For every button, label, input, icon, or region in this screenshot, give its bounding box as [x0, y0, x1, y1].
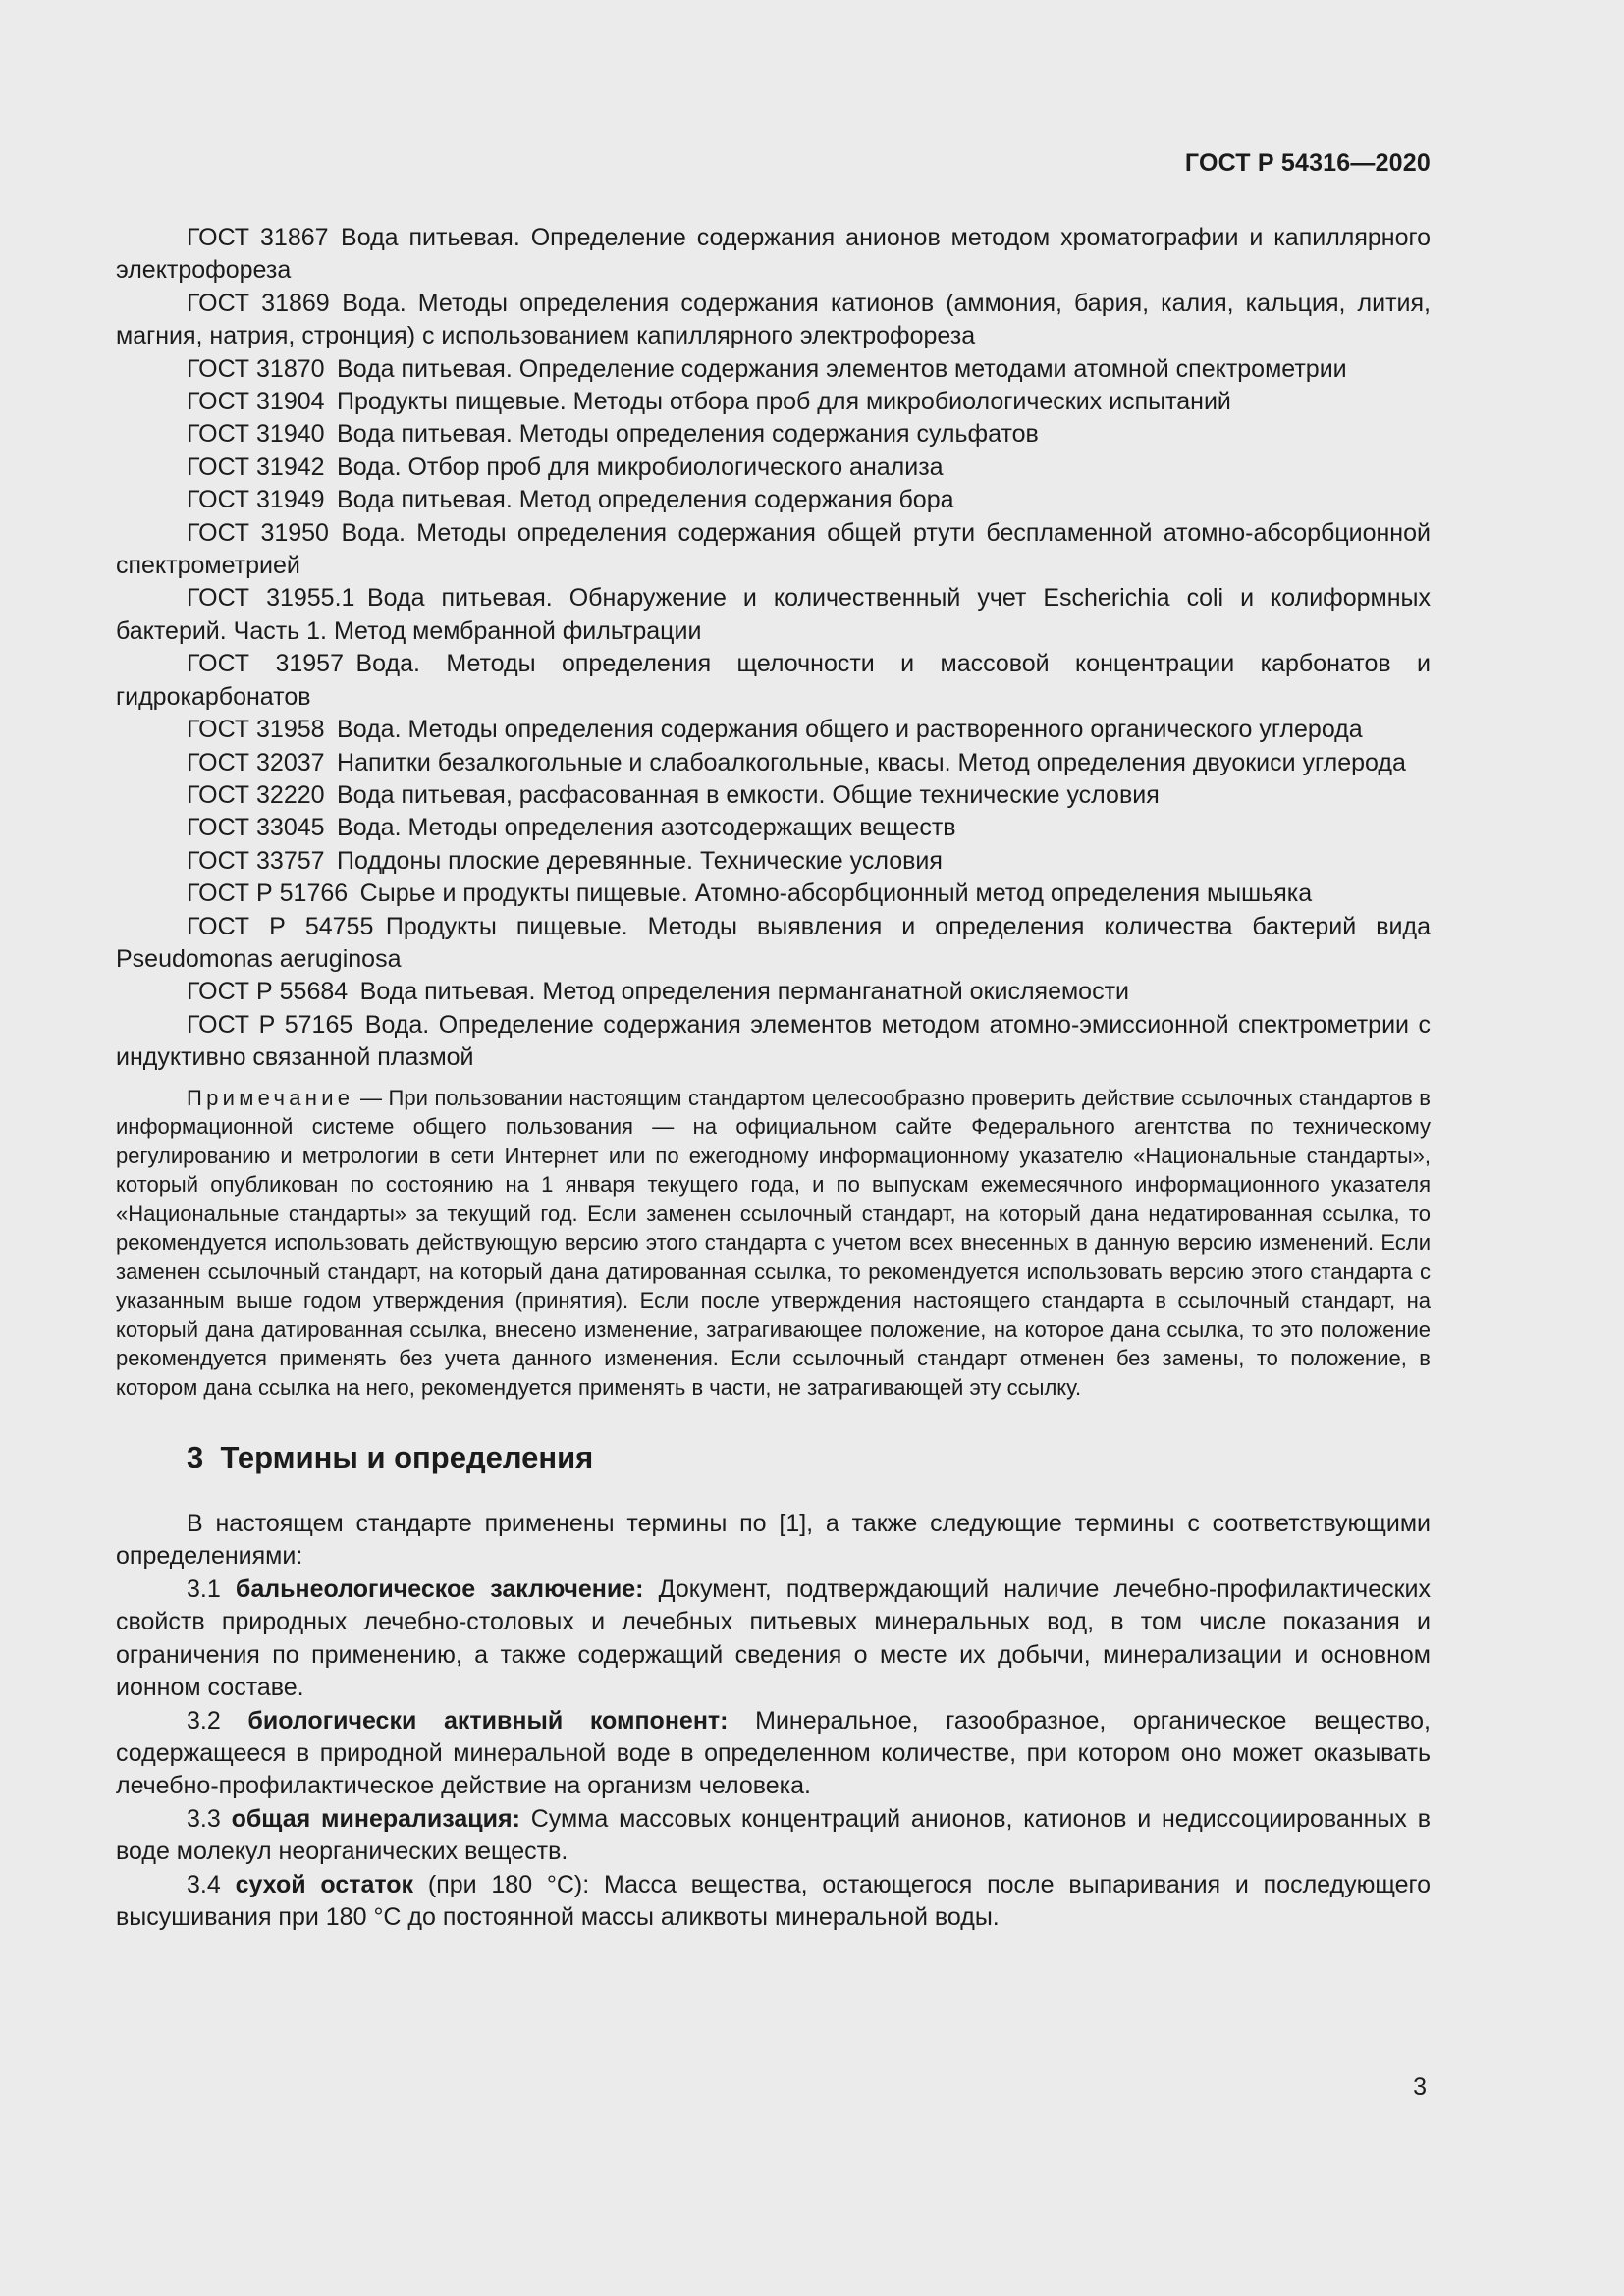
term-name: общая минерализация: — [231, 1804, 520, 1833]
term-text: Масса вещества, остающегося после выпаривания и последующего высушивания при 180 °С до постоянной массы аликвоты минеральной воды. — [116, 1870, 1432, 1931]
reference-title: Вода. Методы определения содержания общей ртути беспламенной атомно-абсорбционной спектрометрией — [116, 518, 1431, 580]
reference-title: Поддоны плоские деревянные. Технические условия — [337, 846, 943, 875]
term-number: 3.4 — [187, 1870, 221, 1898]
reference-title: Вода. Определение содержания элементов методом атомно-эмиссионной спектрометрии с индуктивно связанной плазмой — [116, 1010, 1431, 1072]
reference-item — [116, 386, 1431, 418]
page-content — [116, 222, 1431, 1934]
term-definition — [116, 1803, 1431, 1869]
term-number: 3.1 — [187, 1575, 221, 1603]
reference-title: Вода. Методы определения содержания катионов (аммония, бария, калия, кальция, лития, магния, натрия, стронция) с использованием капиллярного электрофореза — [116, 289, 1431, 350]
reference-code: ГОСТ 33045 — [187, 814, 325, 842]
reference-item — [116, 1009, 1431, 1075]
reference-item — [116, 484, 1431, 516]
reference-item — [116, 812, 1431, 844]
reference-code: ГОСТ 31958 — [187, 716, 325, 744]
term-qualifier: (при 180 °С): — [427, 1870, 590, 1898]
reference-title: Вода питьевая. Метод определения содержания бора — [337, 486, 954, 514]
reference-item — [116, 976, 1431, 1008]
reference-item — [116, 582, 1431, 648]
reference-code: ГОСТ 32037 — [187, 748, 325, 776]
reference-title: Вода. Методы определения азотсодержащих веществ — [337, 814, 956, 842]
reference-title: Продукты пищевые. Методы выявления и определения количества бактерий вида Pseudomonas aeruginosa — [116, 912, 1431, 973]
reference-code: ГОСТ 31869 — [187, 289, 330, 317]
terms-list — [116, 1574, 1431, 1934]
reference-item — [116, 747, 1431, 779]
reference-item — [116, 845, 1431, 878]
document-header: ГОСТ Р 54316—2020 — [1184, 149, 1431, 177]
section-title: Термины и определения — [220, 1440, 594, 1475]
reference-title: Вода питьевая. Определение содержания элементов методами атомной спектрометрии — [337, 354, 1347, 383]
reference-title: Напитки безалкогольные и слабоалкогольные, квасы. Метод определения двуокиси углерода — [337, 748, 1406, 776]
reference-item — [116, 911, 1431, 977]
page-number: 3 — [1413, 2073, 1427, 2101]
normative-references-list — [116, 222, 1431, 1075]
reference-code: ГОСТ 31940 — [187, 420, 325, 449]
note-paragraph — [116, 1084, 1431, 1403]
reference-item — [116, 714, 1431, 746]
reference-code: ГОСТ Р 55684 — [187, 978, 349, 1006]
reference-title: Вода питьевая. Метод определения перманганатной окисляемости — [359, 978, 1129, 1006]
reference-code: ГОСТ 32220 — [187, 780, 325, 809]
term-number: 3.2 — [187, 1706, 221, 1735]
reference-item — [116, 648, 1431, 714]
reference-code: ГОСТ 31955.1 — [187, 584, 355, 613]
reference-title: Вода. Методы определения содержания общего и растворенного органического углерода — [337, 716, 1363, 744]
reference-code: ГОСТ 31950 — [187, 518, 329, 547]
term-text: Минеральное, газообразное, органическое вещество, содержащееся в природной минеральной воде в определенном количестве, при котором оно может оказывать лечебно-профилактическое действие на организм человека. — [116, 1706, 1431, 1800]
term-text: Сумма массовых концентраций анионов, катионов и недиссоциированных в воде молекул неорганических веществ. — [116, 1804, 1431, 1866]
term-name: биологически активный компонент: — [247, 1706, 729, 1735]
note-text: — При пользовании настоящим стандартом целесообразно проверить действие ссылочных стандартов в информационной системе общего пользования — на официальном сайте Федерального агентства по техническому регулированию и метрологии в сети Интернет или по ежегодному информационному указателю «Национальные стандарты», который опубликован по состоянию на 1 января текущего года, и по выпускам ежемесячного информационного указателя «Национальные стандарты» за текущий год. Если заменен ссылочный стандарт, на который дана недатированная ссылка, то рекомендуется использовать действующую версию этого стандарта с учетом всех внесенных в данную версию изменений. Если заменен ссылочный стандарт, на который дана датированная ссылка, то рекомендуется использовать версию этого стандарта с указанным выше годом утверждения (принятия). Если после утверждения настоящего стандарта в ссылочный стандарт, на который дана датированная ссылка, внесено изменение, затрагивающее положение, на которое дана ссылка, то это положение рекомендуется применять без учета данного изменения. Если ссылочный стандарт отменен без замены, то положение, в котором дана ссылка на него, рекомендуется применять в части, не затрагивающей эту ссылку. — [116, 1085, 1431, 1400]
reference-item — [116, 779, 1431, 812]
section-intro: В настоящем стандарте применены термины по [1], а также следующие термины с соответствующими определениями: — [116, 1510, 1431, 1571]
reference-code: ГОСТ 31870 — [187, 354, 325, 383]
reference-title: Вода питьевая. Обнаружение и количественный учет Escherichia coli и колиформных бактерий. Часть 1. Метод мембранной фильтрации — [116, 584, 1432, 645]
term-text: Документ, подтверждающий наличие лечебно-профилактических свойств природных лечебно-столовых и лечебных питьевых минеральных вод, в том числе показания и ограничения по применению, а также содержащий сведения о месте их добычи, минерализации и основном ионном составе. — [116, 1575, 1431, 1702]
reference-code: ГОСТ 31949 — [187, 486, 325, 514]
reference-code: ГОСТ 31904 — [187, 388, 325, 416]
reference-title: Вода питьевая, расфасованная в емкости. Общие технические условия — [337, 780, 1160, 809]
term-definition — [116, 1705, 1431, 1803]
reference-title: Вода питьевая. Методы определения содержания сульфатов — [337, 420, 1039, 449]
reference-item — [116, 418, 1431, 451]
term-name: сухой остаток — [235, 1870, 414, 1898]
reference-title: Сырье и продукты пищевые. Атомно-абсорбционный метод определения мышьяка — [359, 880, 1313, 908]
reference-code: ГОСТ Р 54755 — [187, 912, 374, 940]
reference-code: ГОСТ Р 57165 — [187, 1010, 353, 1039]
reference-item — [116, 452, 1431, 484]
term-definition — [116, 1574, 1431, 1705]
term-definition — [116, 1869, 1431, 1935]
reference-item — [116, 353, 1431, 386]
reference-code: ГОСТ 31942 — [187, 453, 325, 481]
reference-code: ГОСТ 33757 — [187, 846, 325, 875]
reference-code: ГОСТ Р 51766 — [187, 880, 349, 908]
reference-title: Вода. Отбор проб для микробиологического анализа — [337, 453, 944, 481]
note-label: Примечание — [187, 1085, 354, 1110]
term-name: бальнеологическое заключение: — [235, 1575, 644, 1603]
reference-code: ГОСТ 31867 — [187, 224, 329, 251]
reference-title: Вода питьевая. Определение содержания анионов методом хроматографии и капиллярного электрофореза — [116, 224, 1431, 285]
reference-item — [116, 878, 1431, 910]
reference-item — [116, 222, 1431, 288]
reference-code: ГОСТ 31957 — [187, 650, 344, 678]
reference-item — [116, 517, 1431, 583]
reference-title: Продукты пищевые. Методы отбора проб для микробиологических испытаний — [337, 388, 1231, 416]
section-number: 3 — [187, 1440, 204, 1475]
term-number: 3.3 — [187, 1804, 221, 1833]
reference-item — [116, 288, 1431, 353]
reference-title: Вода. Методы определения щелочности и массовой концентрации карбонатов и гидрокарбонатов — [116, 650, 1431, 711]
section-heading — [187, 1438, 1431, 1477]
